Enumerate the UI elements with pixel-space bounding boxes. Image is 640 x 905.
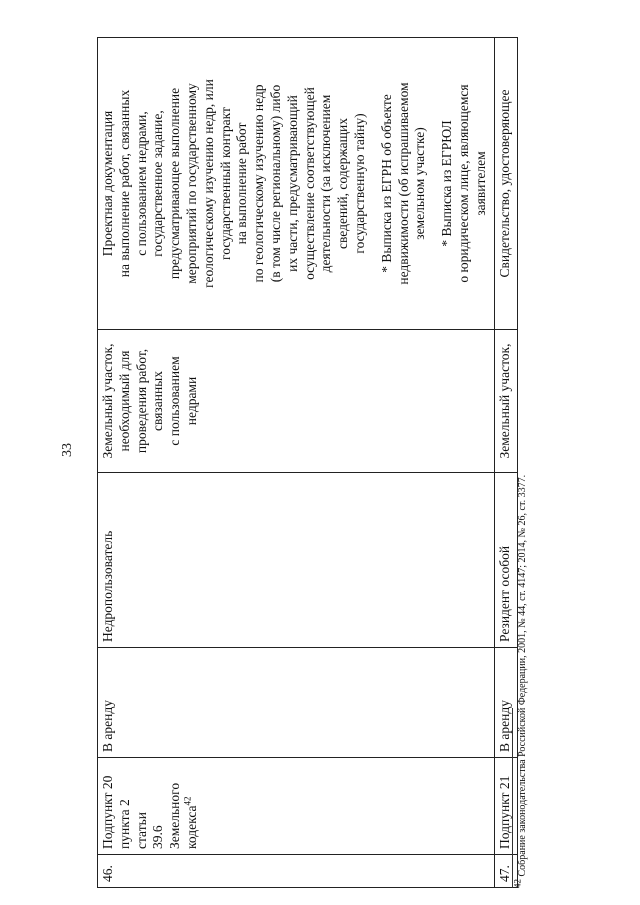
recipient-cell: Резидент особой (494, 473, 518, 648)
rotated-page-content (80, 18, 560, 888)
doc-line: сведений, содержащих (335, 117, 351, 250)
land-plot-cell: Земельный участок, (494, 330, 518, 473)
footnote-divider (512, 708, 513, 888)
doc-line: государственную тайну) (351, 113, 367, 254)
doc-line: земельном участке) (412, 127, 428, 240)
doc-line: государственное задание, (150, 110, 166, 257)
recipient-cell: Недропользователь (98, 473, 495, 648)
land-plot-cell (98, 330, 495, 473)
page-number: 33 (60, 443, 75, 457)
doc-line: их части, предусматривающий (284, 95, 300, 272)
doc-line: на выполнение работ (234, 122, 250, 245)
doc-line: осуществление соответствующей (301, 87, 317, 280)
rent-type-cell: В аренду (494, 648, 518, 758)
doc-line: (в том числе региональному) либо (267, 84, 283, 283)
footnote-text (512, 474, 529, 888)
land-line: проведения работ, (133, 348, 149, 454)
land-line: связанных (150, 371, 166, 431)
doc-line: с пользованием недрами, (133, 111, 149, 256)
table-row-46 (98, 38, 495, 888)
spacer (369, 43, 379, 324)
doc-line: заявителем (472, 151, 488, 216)
basis-line (184, 763, 201, 849)
footnote-mark: 42 (512, 879, 523, 888)
land-line: необходимый для (116, 350, 132, 452)
doc-line: геологическому изучению недр, или (200, 79, 216, 288)
doc-line: деятельности (за исключением (318, 94, 334, 273)
doc-line: Проектная документация (100, 110, 115, 257)
doc-line: о юридическом лице, являющемся (455, 84, 471, 283)
row-number: 46. (98, 855, 495, 888)
doc-line: государственный контракт (217, 107, 233, 260)
land-line: Земельный участок, (100, 343, 115, 459)
legal-basis-cell (98, 758, 495, 855)
document-table (97, 37, 518, 888)
doc-line: * Выписка из ЕГРН об объекте (378, 94, 394, 273)
spacer (429, 43, 439, 324)
basis-line: пункта 2 статьи (116, 799, 149, 849)
basis-line: 39.6 Земельного (150, 782, 183, 849)
documents-cell (98, 38, 495, 330)
footnote (500, 38, 560, 888)
basis-line-text: кодекса (183, 805, 199, 849)
doc-line: предусматривающее выполнение (167, 87, 183, 280)
doc-line: по геологическому изучению недр (251, 84, 267, 283)
doc-line: недвижимости (об испрашиваемом (395, 82, 411, 285)
doc-line: мероприятий по государственному (183, 83, 199, 284)
row-number: 47. (494, 855, 518, 888)
rent-type-cell: В аренду (98, 648, 495, 758)
land-line: с пользованием недрами (167, 356, 199, 446)
footnote-body: Собрание законодательства Российской Федерации, 2001, № 44, ст. 4147; 2014, № 26, ст. 3377. (517, 474, 528, 877)
documents-cell: Свидетельство, удостоверяющее (494, 38, 518, 330)
legal-basis-cell: Подпункт 21 (494, 758, 518, 855)
footnote-reference: 42 (182, 796, 193, 806)
doc-line: * Выписка из ЕГРЮЛ (439, 120, 455, 247)
doc-line: на выполнение работ, связанных (116, 89, 132, 278)
basis-line: Подпункт 20 (100, 775, 115, 849)
